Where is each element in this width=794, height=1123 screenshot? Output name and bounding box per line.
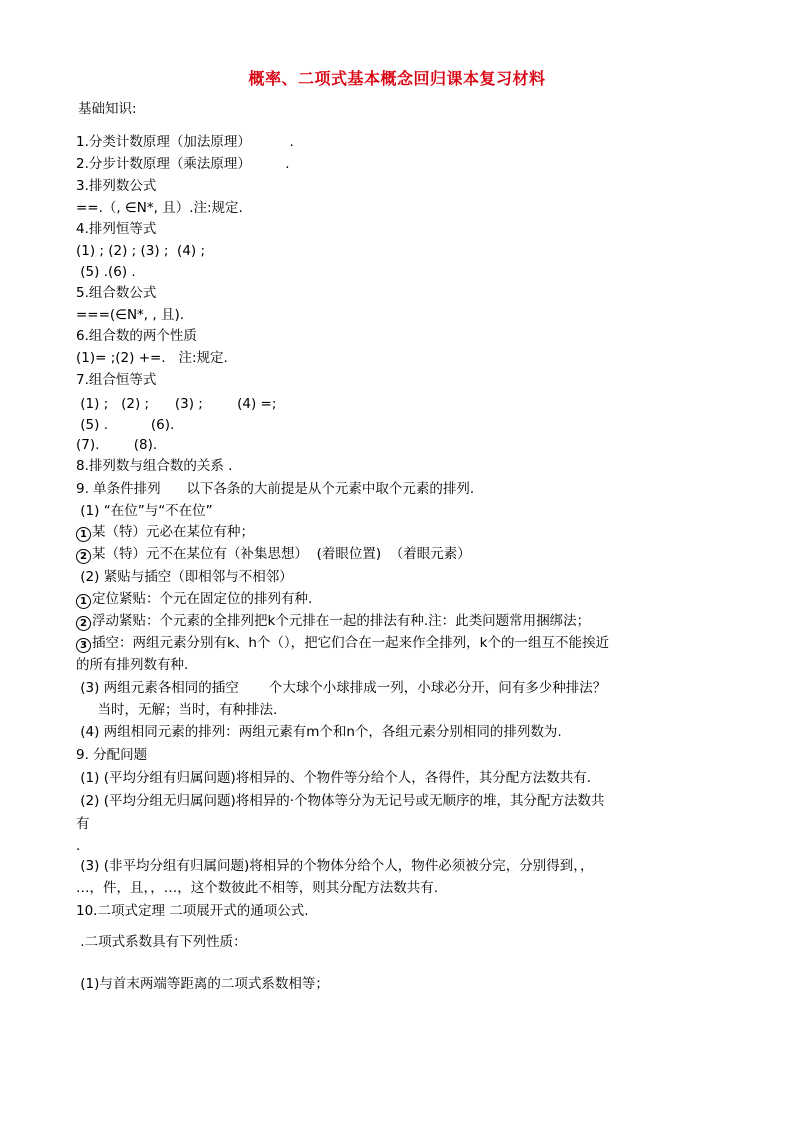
item-9-sub-1: (1) “在位”与“不在位” <box>76 503 213 519</box>
circled-number: 1 <box>76 594 91 609</box>
item-4-row-a: (1) ; (2) ; (3) ; (4) ; <box>76 243 206 259</box>
item-9-sub-2-point-3: 3 插空：两组元素分别有k、h个（），把它们合在一起来作全排列，k个的一组互不能挨近 <box>76 634 609 653</box>
item-9-sub-1-point-1: 1 某（特）元必在某位有种； <box>76 523 254 542</box>
distribution-sub-1: (1) (平均分组有归属问题)将相异的、个物件等分给个人，各得件，其分配方法数共有. <box>76 770 592 786</box>
item-9-distribution: 9. 分配问题 <box>76 747 148 763</box>
item-9-sub-3: (3) 两组元素各相同的插空 个大球个小球排成一列，小球必分开，问有多少种排法？ <box>76 680 607 696</box>
distribution-sub-2: (2) (平均分组无归属问题)将相异的·个物体等分为无记号或无顺序的堆，其分配方法数共 <box>76 793 605 809</box>
item-9-sub-2-point-1: 1 定位紧贴：个元在固定位的排列有种. <box>76 590 312 609</box>
item-7-row-b: (5) . (6). <box>76 417 175 433</box>
document-title: 概率、二项式基本概念回归课本复习材料 <box>248 69 546 88</box>
distribution-sub-3: (3) (非平均分组有归属问题)将相异的个物体分给个人，物件必须被分完，分别得到，， <box>76 858 594 874</box>
item-8: 8.排列数与组合数的关系 . <box>76 458 233 474</box>
binomial-properties-heading: .二项式系数具有下列性质： <box>76 934 247 950</box>
item-9-sub-3-cont: 当时，无解；当时，有种排法. <box>76 702 278 718</box>
binomial-property-1: (1)与首末两端等距离的二项式系数相等； <box>76 976 329 992</box>
item-3: 3.排列数公式 <box>76 178 157 194</box>
distribution-sub-2-end: . <box>76 838 81 854</box>
item-4-row-b: (5) .(6) . <box>76 264 136 280</box>
distribution-sub-2-cont: 有 <box>76 816 90 832</box>
item-7: 7.组合恒等式 <box>76 372 157 388</box>
item-9-sub-2: (2) 紧贴与插空（即相邻与不相邻） <box>76 569 293 585</box>
item-10: 10.二项式定理 二项展开式的通项公式. <box>76 903 309 919</box>
item-5: 5.组合数公式 <box>76 285 157 301</box>
item-9: 9. 单条件排列 以下各条的大前提是从个元素中取个元素的排列. <box>76 481 475 497</box>
item-9-sub-2-point-3-cont: 的所有排列数有种. <box>76 657 189 673</box>
item-7-row-a: (1) ; (2) ; (3) ; (4) =; <box>76 396 277 412</box>
item-4: 4.排列恒等式 <box>76 221 157 237</box>
item-7-row-c: (7). (8). <box>76 437 158 453</box>
item-6: 6.组合数的两个性质 <box>76 328 197 344</box>
item-9-sub-2-point-2: 2 浮动紧贴：个元素的全排列把k个元排在一起的排法有种.注：此类问题常用捆绑法； <box>76 612 590 631</box>
circled-number: 1 <box>76 527 91 542</box>
item-6-formula: (1)= ;(2) +=. 注:规定. <box>76 350 228 366</box>
item-3-formula: ==.（, ∈N*, 且）.注:规定. <box>76 200 243 216</box>
circled-number: 3 <box>76 638 91 653</box>
item-9-sub-4: (4) 两组相同元素的排列：两组元素有m个和n个，各组元素分别相同的排列数为. <box>76 724 562 740</box>
circled-number: 2 <box>76 549 91 564</box>
item-9-sub-1-point-2: 2 某（特）元不在某位有（补集思想） (着眼位置) （着眼元素） <box>76 545 471 564</box>
section-heading-basics: 基础知识: <box>78 101 137 117</box>
circled-number: 2 <box>76 616 91 631</box>
item-2: 2.分步计数原理（乘法原理） . <box>76 156 290 172</box>
distribution-sub-3-cont: …，件，且，，…，这个数彼此不相等，则其分配方法数共有. <box>76 880 439 896</box>
item-1: 1.分类计数原理（加法原理） . <box>76 134 294 150</box>
item-5-formula: ===(∈N*, , 且). <box>76 307 185 323</box>
